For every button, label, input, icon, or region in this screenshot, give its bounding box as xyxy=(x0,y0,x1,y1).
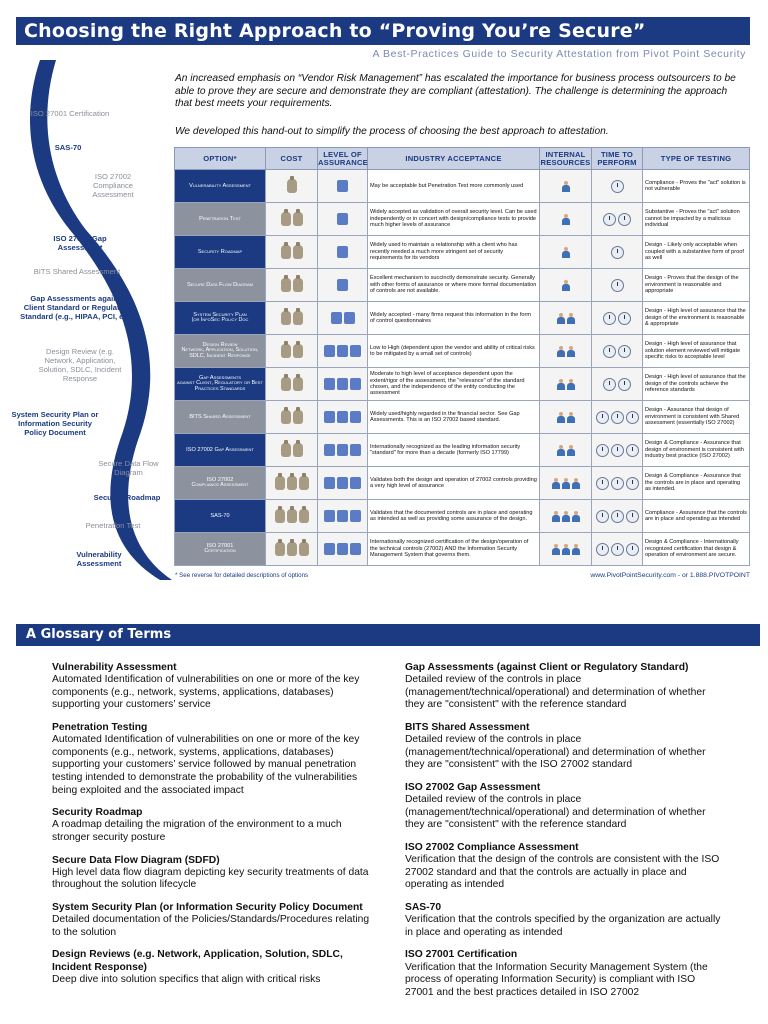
option-label: Design Review xyxy=(202,342,238,348)
money-bag-icon xyxy=(293,245,303,259)
internal-resources-cell xyxy=(540,500,592,533)
clock-icon xyxy=(596,411,609,424)
person-icon xyxy=(572,478,580,489)
table-row xyxy=(175,533,750,566)
money-bag-icon xyxy=(293,410,303,424)
intro-paragraph-2: We developed this hand-out to simplify the process of choosing the best approach to attestation. xyxy=(175,126,609,137)
type-of-testing-cell: Design - High level of assurance that solution element reviewed will mitigate specific risks to acceptable level xyxy=(643,335,750,368)
option-cell xyxy=(175,302,266,335)
column-header: OPTION* xyxy=(175,148,266,170)
person-icon xyxy=(562,247,570,258)
glossary-term: Security Roadmap xyxy=(52,807,143,819)
glossary-definition: Detailed review of the controls in place (management/technical/operational) and determination of whether they are "consistent" with the reference standard xyxy=(405,674,706,711)
glossary-term: Penetration Testing xyxy=(52,721,148,733)
money-bag-icon xyxy=(281,245,291,259)
internal-resources-cell xyxy=(540,170,592,203)
glossary-definition: Verification that the controls specified by the organization are actually in place and operating as intended xyxy=(405,914,721,938)
money-bag-icon xyxy=(281,377,291,391)
thumbs-up-icon xyxy=(350,411,361,423)
money-bag-icon xyxy=(287,476,297,490)
clock-icon xyxy=(611,246,624,259)
cost-cell xyxy=(266,467,318,500)
person-icon xyxy=(562,280,570,291)
option-sublabel: against Client, Regulatory or Best Practices Standards xyxy=(177,380,263,393)
glossary-definition: Automated Identification of vulnerabilities on one or more of the key components (e.g., network, systems, applications, databases) supporting your customers’ service followed by manual penetration testing intended to demonstrate the probability of the vulnerabilities being exploited and the associated impact xyxy=(52,734,360,796)
internal-resources-cell xyxy=(540,401,592,434)
industry-acceptance-cell: Validates that the documented controls are in place and operating as intended as well as providing some assurance of the design. xyxy=(368,500,540,533)
clock-icon xyxy=(596,477,609,490)
page-subtitle: A Best-Practices Guide to Security Attestation from Pivot Point Security xyxy=(372,48,746,60)
option-label: Secure Data Flow Diagram xyxy=(187,281,253,288)
money-bag-icon xyxy=(293,212,303,226)
assurance-cell xyxy=(318,203,368,236)
thumbs-up-icon xyxy=(350,543,361,555)
time-to-perform-cell xyxy=(592,467,643,500)
option-sublabel: (or InfoSec Policy Doc xyxy=(191,317,249,324)
cost-cell xyxy=(266,269,318,302)
money-bag-icon xyxy=(281,311,291,325)
glossary-left-column xyxy=(52,662,370,996)
type-of-testing-cell: Design - High level of assurance that the design of the controls achieve the reference standards xyxy=(643,368,750,401)
assurance-cell xyxy=(318,335,368,368)
sidebar-label: Design Review (e.g. Network, Application, Solution, SDLC, Incident Response xyxy=(38,347,122,383)
money-bag-icon xyxy=(293,443,303,457)
clock-icon xyxy=(603,312,616,325)
money-bag-icon xyxy=(293,344,303,358)
glossary-entry xyxy=(405,722,723,772)
clock-icon xyxy=(611,444,624,457)
clock-icon xyxy=(611,180,624,193)
option-cell xyxy=(175,533,266,566)
money-bag-icon xyxy=(299,476,309,490)
cost-cell xyxy=(266,401,318,434)
column-header: LEVEL OF ASSURANCE xyxy=(318,148,368,170)
option-cell xyxy=(175,335,266,368)
internal-resources-cell xyxy=(540,368,592,401)
glossary-definition: Detailed review of the controls in place (management/technical/operational) and determination of whether they are "consistent" with the ISO 27002 standard xyxy=(405,734,706,771)
clock-icon xyxy=(626,444,639,457)
glossary-entry xyxy=(52,662,370,712)
clock-icon xyxy=(611,477,624,490)
industry-acceptance-cell: Low to High (dependent upon the vendor and ability of critical risks to be mitigated by a small set of controls) xyxy=(368,335,540,368)
time-to-perform-cell xyxy=(592,533,643,566)
thumbs-up-icon xyxy=(324,510,335,522)
sidebar-label: BITS Shared Assessment xyxy=(33,267,121,276)
internal-resources-cell xyxy=(540,434,592,467)
time-to-perform-cell xyxy=(592,203,643,236)
option-label: ISO 27001 xyxy=(206,542,234,549)
thumbs-up-icon xyxy=(324,543,335,555)
clock-icon xyxy=(611,279,624,292)
assurance-cell xyxy=(318,236,368,269)
time-to-perform-cell xyxy=(592,500,643,533)
option-label: Gap Assessments xyxy=(198,375,241,381)
industry-acceptance-cell: Excellent mechanism to succinctly demonstrate security. Generally with other forms of assurance or where more formal documentation of controls are not available. xyxy=(368,269,540,302)
person-icon xyxy=(557,412,565,423)
sidebar-label: ISO 27002 Gap Assessment xyxy=(53,234,107,252)
column-header: INDUSTRY ACCEPTANCE xyxy=(368,148,540,170)
option-cell xyxy=(175,500,266,533)
cost-cell xyxy=(266,302,318,335)
glossary-definition: High level data flow diagram depicting key security treatments of data throughout the solution lifecycle xyxy=(52,866,369,891)
glossary-term: Secure Data Flow Diagram (SDFD) xyxy=(52,854,220,866)
person-icon xyxy=(557,445,565,456)
industry-acceptance-cell: Widely used/highly regarded in the financial sector. See Gap Assessments. This is an ISO 27002 based standard. xyxy=(368,401,540,434)
assurance-cell xyxy=(318,170,368,203)
internal-resources-cell xyxy=(540,236,592,269)
column-header: INTERNAL RESOURCES xyxy=(540,148,592,170)
glossary-definition: A roadmap detailing the migration of the environment to a much stronger security posture xyxy=(52,819,342,843)
glossary-term: SAS-70 xyxy=(405,901,442,913)
thumbs-up-icon xyxy=(324,477,335,489)
glossary-definition: Detailed review of the controls in place (management/technical/operational) and determination of whether they are "consistent" with the reference standard xyxy=(405,794,706,831)
glossary-term: Design Reviews (e.g. Network, Application, Solution, SDLC, Incident Response) xyxy=(52,949,343,973)
option-cell xyxy=(175,434,266,467)
time-to-perform-cell xyxy=(592,434,643,467)
thumbs-up-icon xyxy=(337,444,348,456)
clock-icon xyxy=(618,378,631,391)
assurance-cell xyxy=(318,368,368,401)
type-of-testing-cell: Compliance - Assurance that the controls are in place and operating as intended xyxy=(643,500,750,533)
thumbs-up-icon xyxy=(337,246,348,258)
table-header-row xyxy=(175,148,750,170)
person-icon xyxy=(572,511,580,522)
person-icon xyxy=(562,511,570,522)
option-label: SAS-70 xyxy=(210,512,230,519)
sidebar-label: Penetration Test xyxy=(85,521,141,530)
person-icon xyxy=(562,544,570,555)
assurance-cell xyxy=(318,500,368,533)
table-row xyxy=(175,368,750,401)
thumbs-up-icon xyxy=(337,378,348,390)
option-label: System Security Plan xyxy=(193,311,247,318)
sidebar-label: SAS-70 xyxy=(54,143,82,152)
clock-icon xyxy=(596,444,609,457)
option-cell xyxy=(175,467,266,500)
person-icon xyxy=(562,478,570,489)
table-row xyxy=(175,269,750,302)
sidebar-label: ISO 27002 Compliance Assessment xyxy=(92,172,134,199)
option-sublabel: Certification xyxy=(204,548,236,555)
thumbs-up-icon xyxy=(344,312,355,324)
cost-cell xyxy=(266,533,318,566)
thumbs-up-icon xyxy=(337,345,348,357)
clock-icon xyxy=(618,345,631,358)
thumbs-up-icon xyxy=(350,477,361,489)
thumbs-up-icon xyxy=(337,510,348,522)
cost-cell xyxy=(266,434,318,467)
type-of-testing-cell: Design & Compliance - Internationally recognized certification that design & operation of environment are secure. xyxy=(643,533,750,566)
footnote: * See reverse for detailed descriptions of options xyxy=(175,572,309,579)
glossary-entry xyxy=(405,662,723,712)
clock-icon xyxy=(596,510,609,523)
clock-icon xyxy=(626,543,639,556)
internal-resources-cell xyxy=(540,302,592,335)
option-sublabel: Network, Application, Solution, SDLC, Incident Response xyxy=(181,347,259,360)
table-row xyxy=(175,236,750,269)
column-header: TIME TO PERFORM xyxy=(592,148,643,170)
person-icon xyxy=(567,445,575,456)
assurance-cell xyxy=(318,434,368,467)
glossary-entry xyxy=(52,949,370,986)
thumbs-up-icon xyxy=(324,411,335,423)
option-cell xyxy=(175,170,266,203)
person-icon xyxy=(557,346,565,357)
option-cell xyxy=(175,269,266,302)
person-icon xyxy=(562,181,570,192)
type-of-testing-cell: Compliance - Proves the "act" solution is not vulnerable xyxy=(643,170,750,203)
option-label: BITS Shared Assessment xyxy=(189,413,251,420)
clock-icon xyxy=(611,543,624,556)
assurance-cell xyxy=(318,401,368,434)
glossary-entry xyxy=(52,722,370,797)
money-bag-icon xyxy=(281,344,291,358)
thumbs-up-icon xyxy=(350,378,361,390)
type-of-testing-cell: Design & Compliance - Assurance that design of environment is consistent with industry best practice (ISO 27002) xyxy=(643,434,750,467)
glossary-definition: Automated Identification of vulnerabilities on one or more of the key components (e.g., network, systems, applications, databases) supporting your customers’ service xyxy=(52,674,360,711)
option-label: Penetration Test xyxy=(199,215,241,222)
table-row xyxy=(175,434,750,467)
column-header: TYPE OF TESTING xyxy=(643,148,750,170)
intro-paragraph: An increased emphasis on “Vendor Risk Management” has escalated the importance for business process outsourcers to be able to prove they are secure and demonstrate they are compliant (attestation). The challenge is determining the approach that best meets your requirements. xyxy=(175,73,736,110)
page-title: Choosing the Right Approach to “Proving You’re Secure” xyxy=(16,17,750,45)
time-to-perform-cell xyxy=(592,269,643,302)
clock-icon xyxy=(611,510,624,523)
assurance-cell xyxy=(318,269,368,302)
cost-cell xyxy=(266,368,318,401)
person-icon xyxy=(552,544,560,555)
person-icon xyxy=(567,346,575,357)
glossary-term: Vulnerability Assessment xyxy=(52,662,177,673)
table-row xyxy=(175,335,750,368)
money-bag-icon xyxy=(281,443,291,457)
glossary-right-column xyxy=(405,662,723,1009)
glossary-entry xyxy=(405,842,723,892)
table-row xyxy=(175,467,750,500)
money-bag-icon xyxy=(287,179,297,193)
option-sublabel: Compliance Assessment xyxy=(191,482,249,489)
internal-resources-cell xyxy=(540,203,592,236)
industry-acceptance-cell: May be acceptable but Penetration Test more commonly used xyxy=(368,170,540,203)
person-icon xyxy=(562,214,570,225)
type-of-testing-cell: Design - High level of assurance that the design of the environment is reasonable & appropriate xyxy=(643,302,750,335)
thumbs-up-icon xyxy=(324,444,335,456)
cost-cell xyxy=(266,170,318,203)
footer-url[interactable]: www.PivotPointSecurity.com - or 1.888.PIVOTPOINT xyxy=(590,572,750,579)
glossary-definition: Verification that the Information Security Management System (the process of operating Information Security) is compliant with ISO 27001 and the best practices detailed in ISO 27002 xyxy=(405,961,708,998)
person-icon xyxy=(567,379,575,390)
table-body xyxy=(175,170,750,566)
option-cell xyxy=(175,368,266,401)
sidebar-label: Vulnerability Assessment xyxy=(76,550,122,568)
time-to-perform-cell xyxy=(592,368,643,401)
industry-acceptance-cell: Moderate to high level of acceptance dependent upon the extent/rigor of the assessment, the "relevance" of the standard chosen, and the independence of the entity conducting the assessment xyxy=(368,368,540,401)
person-icon xyxy=(552,511,560,522)
thumbs-up-icon xyxy=(337,411,348,423)
person-icon xyxy=(567,412,575,423)
person-icon xyxy=(557,313,565,324)
clock-icon xyxy=(603,378,616,391)
cost-cell xyxy=(266,203,318,236)
column-header: COST xyxy=(266,148,318,170)
cost-cell xyxy=(266,236,318,269)
cost-cell xyxy=(266,335,318,368)
person-icon xyxy=(552,478,560,489)
money-bag-icon xyxy=(287,509,297,523)
clock-icon xyxy=(596,543,609,556)
clock-icon xyxy=(618,213,631,226)
clock-icon xyxy=(603,345,616,358)
type-of-testing-cell: Design & Compliance - Assurance that the controls are in place and operating as intended. xyxy=(643,467,750,500)
option-label: ISO 27002 Gap Assessment xyxy=(186,446,254,453)
thumbs-up-icon xyxy=(350,345,361,357)
glossary-definition: Deep dive into solution specifics that align with critical risks xyxy=(52,973,321,985)
option-label: ISO 27002 xyxy=(206,476,234,483)
time-to-perform-cell xyxy=(592,170,643,203)
table-row xyxy=(175,302,750,335)
glossary-entry xyxy=(405,782,723,832)
attestation-comparison-table xyxy=(174,147,750,566)
table-row xyxy=(175,500,750,533)
person-icon xyxy=(557,379,565,390)
clock-icon xyxy=(626,510,639,523)
table-row xyxy=(175,203,750,236)
time-to-perform-cell xyxy=(592,236,643,269)
assurance-cell xyxy=(318,533,368,566)
option-cell xyxy=(175,203,266,236)
option-label: Vulnerability Assessment xyxy=(189,182,251,189)
internal-resources-cell xyxy=(540,335,592,368)
type-of-testing-cell: Design - Assurance that design of environment is consistent with Shared assessment (essentially ISO 27002) xyxy=(643,401,750,434)
money-bag-icon xyxy=(299,542,309,556)
thumbs-up-icon xyxy=(337,477,348,489)
thumbs-up-icon xyxy=(350,510,361,522)
thumbs-up-icon xyxy=(324,345,335,357)
option-cell xyxy=(175,236,266,269)
sidebar-label: Security Roadmap xyxy=(93,493,161,502)
glossary-entry xyxy=(405,949,723,999)
attestation-spectrum-sidebar xyxy=(0,60,172,580)
clock-icon xyxy=(603,213,616,226)
option-label: Security Roadmap xyxy=(197,248,243,255)
glossary-entry xyxy=(52,855,370,892)
cost-cell xyxy=(266,500,318,533)
sidebar-label: Secure Data Flow Diagram xyxy=(98,459,159,477)
person-icon xyxy=(572,544,580,555)
money-bag-icon xyxy=(275,476,285,490)
glossary-title: A Glossary of Terms xyxy=(16,624,760,646)
glossary-entry xyxy=(52,807,370,844)
thumbs-up-icon xyxy=(337,543,348,555)
glossary-term: BITS Shared Assessment xyxy=(405,721,530,733)
money-bag-icon xyxy=(281,212,291,226)
sidebar-label: ISO 27001 Certification xyxy=(30,109,110,118)
industry-acceptance-cell: Internationally recognized as the leading information security "standard" for more than a decade (formerly ISO 17799) xyxy=(368,434,540,467)
type-of-testing-cell: Design - Likely only acceptable when coupled with a substantive form of proof as well xyxy=(643,236,750,269)
glossary-entry xyxy=(405,902,723,939)
time-to-perform-cell xyxy=(592,401,643,434)
thumbs-up-icon xyxy=(337,279,348,291)
type-of-testing-cell: Design - Proves that the design of the environment is reasonable and appropriate xyxy=(643,269,750,302)
glossary-term: ISO 27002 Compliance Assessment xyxy=(405,841,579,853)
industry-acceptance-cell: Widely accepted - many firms request this information in the form of control questionnaires xyxy=(368,302,540,335)
glossary-definition: Verification that the design of the controls are consistent with the ISO 27002 standard and that the controls are actually in place and operating as intended xyxy=(405,854,720,891)
time-to-perform-cell xyxy=(592,335,643,368)
time-to-perform-cell xyxy=(592,302,643,335)
assurance-cell xyxy=(318,467,368,500)
money-bag-icon xyxy=(293,377,303,391)
clock-icon xyxy=(618,312,631,325)
thumbs-up-icon xyxy=(337,213,348,225)
table-row xyxy=(175,401,750,434)
glossary-term: ISO 27002 Gap Assessment xyxy=(405,781,541,793)
type-of-testing-cell: Substantive - Proves the "act" solution cannot be impacted by a malicious individual xyxy=(643,203,750,236)
industry-acceptance-cell: Internationally recognized certification of the design/operation of the technical controls (27002) AND the Information Security Management System that governs them. xyxy=(368,533,540,566)
money-bag-icon xyxy=(293,278,303,292)
money-bag-icon xyxy=(299,509,309,523)
thumbs-up-icon xyxy=(324,378,335,390)
money-bag-icon xyxy=(275,542,285,556)
sidebar-label: Gap Assessments against Client Standard or Regulatory Standard (e.g., HIPAA, PCI, etc.) xyxy=(20,294,135,321)
industry-acceptance-cell: Widely used to maintain a relationship with a client who has recently needed a much more stringent set of security requirements for its vendors xyxy=(368,236,540,269)
clock-icon xyxy=(611,411,624,424)
money-bag-icon xyxy=(275,509,285,523)
money-bag-icon xyxy=(281,410,291,424)
sidebar-label: System Security Plan or Information Security Policy Document xyxy=(11,410,99,437)
money-bag-icon xyxy=(293,311,303,325)
internal-resources-cell xyxy=(540,467,592,500)
option-cell xyxy=(175,401,266,434)
money-bag-icon xyxy=(287,542,297,556)
assurance-cell xyxy=(318,302,368,335)
glossary-term: ISO 27001 Certification xyxy=(405,949,518,961)
person-icon xyxy=(567,313,575,324)
thumbs-up-icon xyxy=(331,312,342,324)
industry-acceptance-cell: Widely accepted as validation of overall security level. Can be used independently or in concert with design/compliance tests to provide much higher levels of assurance xyxy=(368,203,540,236)
internal-resources-cell xyxy=(540,533,592,566)
clock-icon xyxy=(626,411,639,424)
internal-resources-cell xyxy=(540,269,592,302)
money-bag-icon xyxy=(281,278,291,292)
clock-icon xyxy=(626,477,639,490)
glossary-entry xyxy=(52,902,370,939)
glossary-definition: Detailed documentation of the Policies/Standards/Procedures relating to the solution xyxy=(52,914,370,938)
thumbs-up-icon xyxy=(337,180,348,192)
table-row xyxy=(175,170,750,203)
glossary-term: System Security Plan (or Information Security Policy Document xyxy=(52,901,363,913)
thumbs-up-icon xyxy=(350,444,361,456)
glossary-term: Gap Assessments (against Client or Regulatory Standard) xyxy=(405,662,689,673)
industry-acceptance-cell: Validates both the design and operation of 27002 controls providing a very high level of assurance xyxy=(368,467,540,500)
